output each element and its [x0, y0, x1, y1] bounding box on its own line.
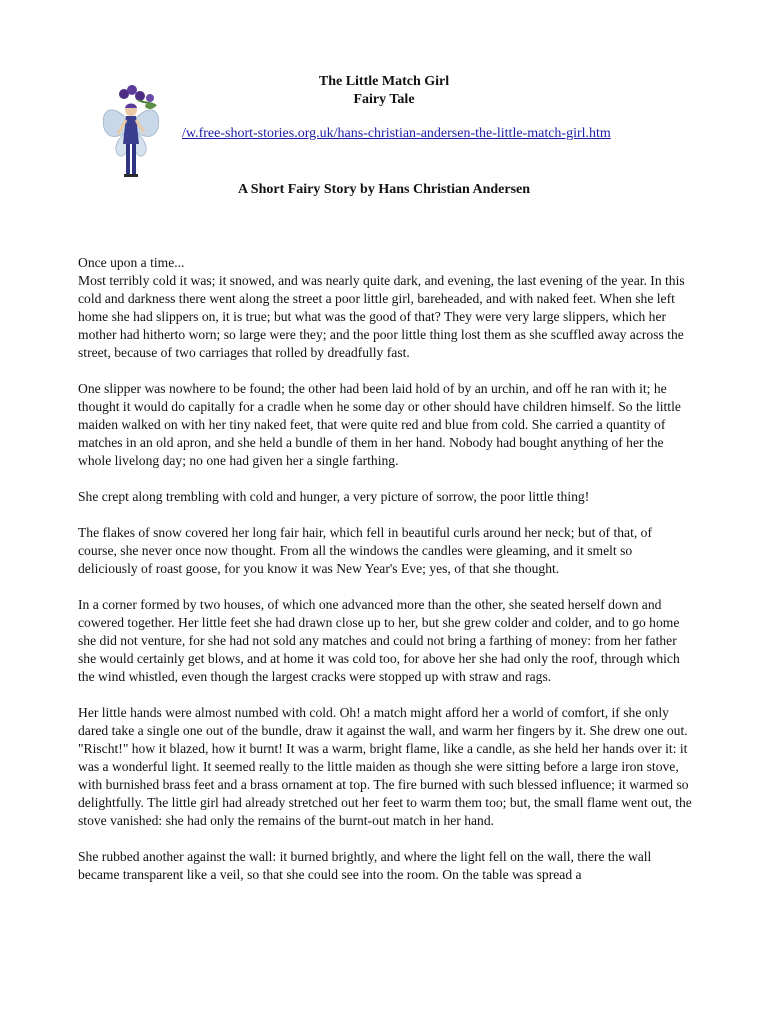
story-paragraph: She rubbed another against the wall: it burned brightly, and where the light fell on the wall, there the wall became transparent like a veil, so that she could see into the room. On the table was spread a [78, 849, 652, 882]
story-opening: Once upon a time... [78, 255, 185, 270]
story-byline: A Short Fairy Story by Hans Christian Andersen [237, 182, 531, 197]
story-paragraph: In a corner formed by two houses, of which one advanced more than the other, she seated herself down and cowered together. Her little feet she had drawn close up to her, but she grew colder and colder, and to go home she did not venture, for she had not sold any matches and could not bring a farthing of money: from her father she would certainly get blows, and at home it was cold too, for above her she had only the roof, through which the wind whistled, even though the largest cracks were stopped up with straw and rags. [78, 597, 680, 684]
story-paragraph: One slipper was nowhere to be found; the other had been laid hold of by an urchin, and off he ran with it; he thought it would do capitally for a cradle when he some day or other should have children himself. So the little maiden walked on with her tiny naked feet, that were quite red and blue from cold. She carried a quantity of matches in an old apron, and she held a bundle of them in her hand. Nobody had bought anything of her the whole livelong day; no one had given her a single farthing. [78, 381, 681, 468]
story-body [78, 254, 693, 902]
story-category: Fairy Tale [353, 92, 415, 107]
story-paragraph: She crept along trembling with cold and hunger, a very picture of sorrow, the poor little thing! [78, 489, 590, 504]
source-link[interactable]: /w.free-short-stories.org.uk/hans-christian-andersen-the-little-match-girl.htm [182, 126, 611, 141]
story-title: The Little Match Girl [318, 74, 450, 89]
story-paragraph: The flakes of snow covered her long fair hair, which fell in beautiful curls around her neck; but of that, of course, she never once now thought. From all the windows the candles were gleaming, and it smelt so deliciously of roast goose, for you know it was New Year's Eve; yes, of that she thought. [78, 525, 652, 576]
story-paragraph: Her little hands were almost numbed with cold. Oh! a match might afford her a world of comfort, if she only dared take a single one out of the bundle, draw it against the wall, and warm her fingers by it. She drew one out. "Rischt!" how it blazed, how it burnt! It was a warm, bright flame, like a candle, as she held her hands over it: it was a wonderful light. It seemed really to the little maiden as though she were sitting before a large iron stove, with burnished brass feet and a brass ornament at top. The fire burned with such blessed influence; it warmed so delightfully. The little girl had already stretched out her feet to warm them too; but, the small flame went out, the stove vanished: she had only the remains of the burnt-out match in her hand. [78, 705, 692, 828]
story-paragraph: Most terribly cold it was; it snowed, and was nearly quite dark, and evening, the last evening of the year. In this cold and darkness there went along the street a poor little girl, bareheaded, and with naked feet. When she left home she had slippers on, it is true; but what was the good of that? They were very large slippers, which her mother had hitherto worn; so large were they; and the poor little thing lost them as she scuffled away across the street, because of two carriages that rolled by dreadfully fast. [78, 273, 685, 360]
